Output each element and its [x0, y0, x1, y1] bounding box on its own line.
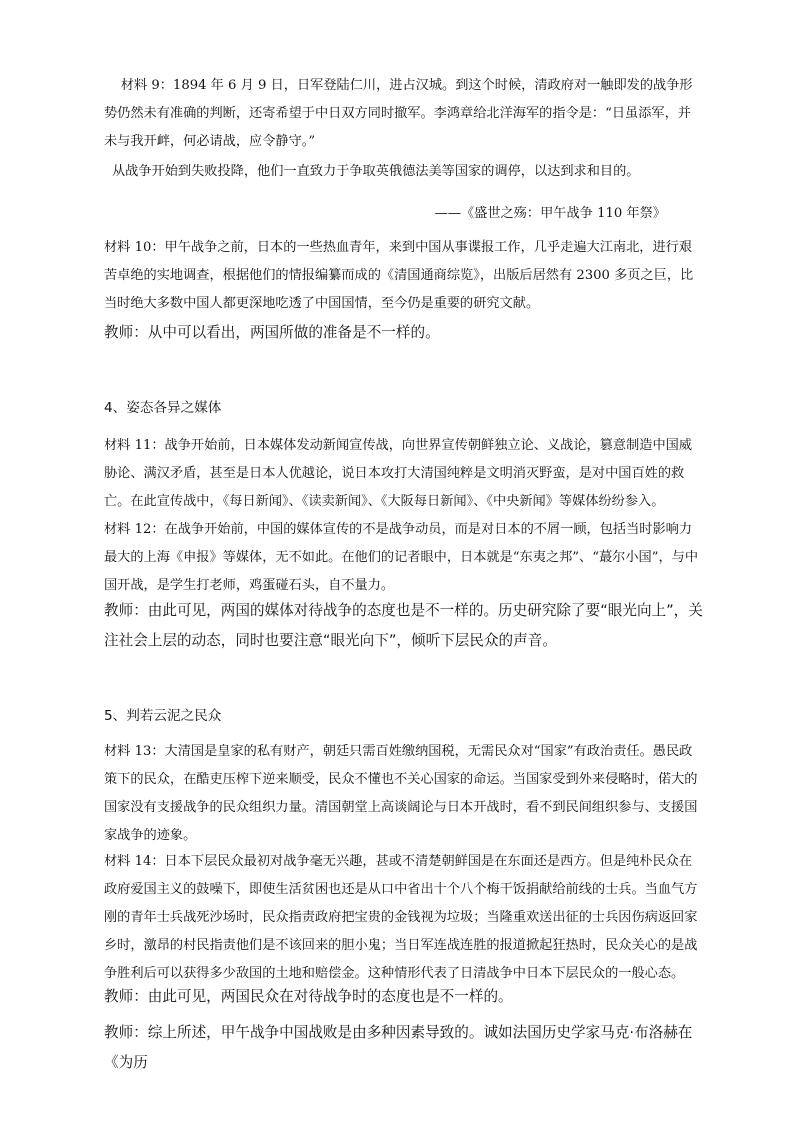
material-9-followup: 从战争开始到失败投降，他们一直致力于争取英俄德法美等国家的调停，以达到求和目的。 [112, 164, 640, 179]
teacher-remark-4: 教师：综上所述，甲午战争中国战败是由多种因素导致的。诚如法国历史学家马克·布洛赫在《为历 [104, 1024, 693, 1071]
teacher-remark-2: 教师：由此可见，两国的媒体对待战争的态度也是不一样的。历史研究除了要“眼光向上”，关注社会上层的动态，同时也要注意“眼光向下”，倾听下层民众的声音。 [104, 602, 703, 649]
material-14-paragraph: 材料 14：日本下层民众最初对战争毫无兴趣，甚或不清楚朝鲜国是在东面还是西方。但是纯朴民众在政府爱国主义的鼓噪下，即使生活贫困也还是从口中省出十个八个梅干饭捐献给前线的士兵。当血气方刚的青年士兵战死沙场时，民众指责政府把宝贵的金钱视为垃圾；当隆重欢送出征的士兵因伤病返回家乡时，激昂的村民指责他们是不该回来的胆小鬼；当日军连战连胜的报道掀起狂热时，民众关心的是战争胜利后可以获得多少敌国的土地和赔偿金。这种情形代表了日清战争中日本下层民众的一般心态。 [104, 854, 698, 981]
teacher-remark-3: 教师：由此可见，两国民众在对待战争时的态度也是不一样的。 [104, 988, 513, 1005]
material-9-citation: ——《盛世之殇：甲午战争 110 年祭》 [434, 206, 666, 221]
material-10-paragraph: 材料 10：甲午战争之前，日本的一些热血青年，来到中国从事谍报工作，几乎走遍大江南北，进行艰苦卓绝的实地调查，根据他们的情报编纂而成的《清国通商综览》，出版后居然有 2300 多页之巨，比当时绝大多数中国人都更深地吃透了中国国情，至今仍是重要的研究文献。 [104, 240, 694, 311]
section-4-heading: 4、姿态各异之媒体 [104, 400, 222, 416]
teacher-remark-1: 教师：从中可以看出，两国所做的准备是不一样的。 [104, 324, 440, 341]
material-11-paragraph: 材料 11：战争开始前，日本媒体发动新闻宣传战，向世界宣传朝鲜独立论、义战论，篡意制造中国威胁论、满汉矛盾，甚至是日本人优越论，说日本攻打大清国纯粹是文明消灭野蛮，是对中国百姓的救亡。在此宣传战中，《每日新闻》、《读卖新闻》、《大阪每日新闻》、《中央新闻》等媒体纷纷参入。 [104, 438, 693, 509]
material-13-paragraph: 材料 13：大清国是皇家的私有财产，朝廷只需百姓缴纳国税，无需民众对“国家”有政治责任。愚民政策下的民众，在酷吏压榨下逆来顺受，民众不懂也不关心国家的命运。当国家受到外来侵略时，偌大的国家没有支援战争的民众组织力量。清国朝堂上高谈阔论与日本开战时，看不到民间组织参与、支援国家战争的迹象。 [104, 744, 698, 843]
section-5-heading: 5、判若云泥之民众 [104, 708, 222, 724]
material-9-text: 材料 9：1894 年 6 月 9 日，日军登陆仁川，进占汉城。到这个时候，清政府对一触即发的战争形势仍然未有准确的判断，还寄希望于中日双方同时撤军。李鸿章给北洋海军的指令是：“日虽添军，并未与我开衅，何必请战，应令静守。” [104, 78, 693, 149]
material-12-paragraph: 材料 12：在战争开始前，中国的媒体宣传的不是战争动员，而是对日本的不屑一顾，包括当时影响力最大的上海《申报》等媒体，无不如此。在他们的记者眼中，日本就是“东夷之邦”、“蕞尔小国”，与中国开战，是学生打老师，鸡蛋碰石头，自不量力。 [104, 522, 699, 593]
